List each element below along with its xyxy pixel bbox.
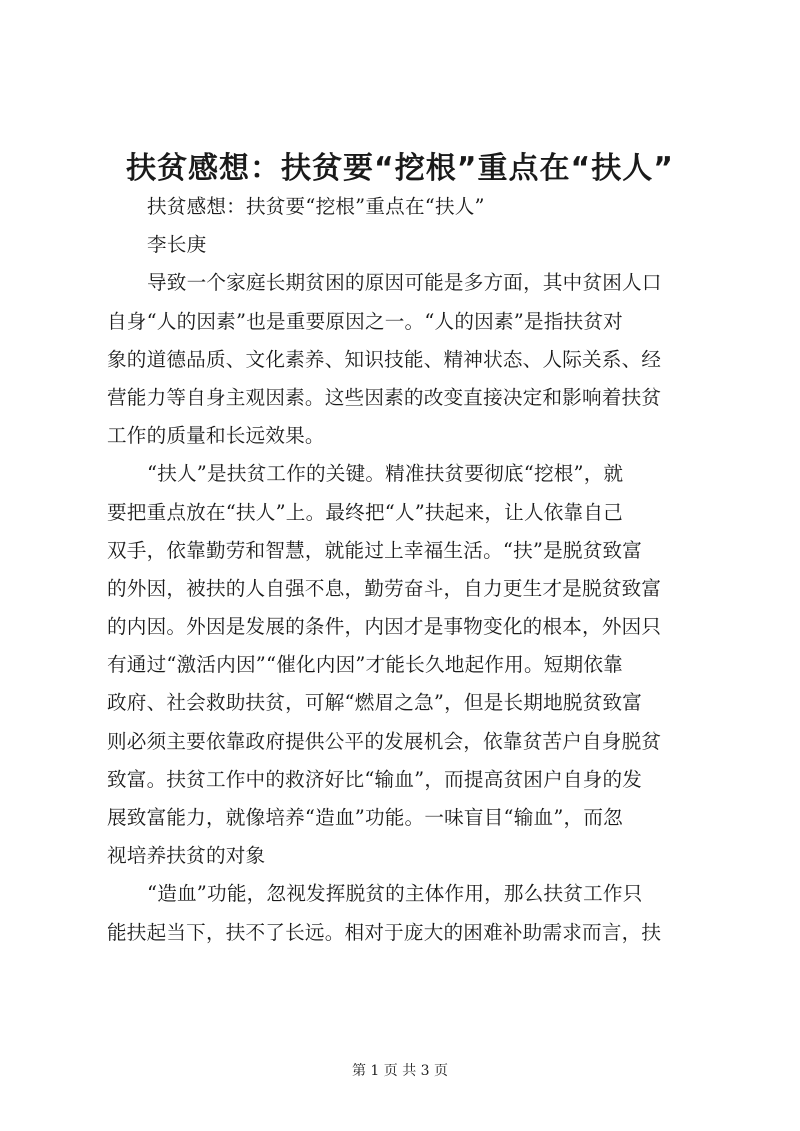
text-line: 双手，依靠勤劳和智慧，就能过上幸福生活。“扶”是脱贫致富	[107, 538, 643, 562]
text-line: 李长庚	[147, 233, 207, 257]
text-line: 要把重点放在“扶人”上。最终把“人”扶起来，让人依靠自己	[107, 500, 623, 524]
text-line: 展致富能力，就像培养“造血”功能。一味盲目“输血”，而忽	[107, 806, 623, 829]
text-line: 导致一个家庭长期贫困的原因可能是多方面，其中贫困人口	[147, 271, 662, 295]
text-line: 营能力等自身主观因素。这些因素的改变直接决定和影响着扶贫	[107, 385, 662, 409]
text-line: “造血”功能，忽视发挥脱贫的主体作用，那么扶贫工作只	[147, 882, 643, 906]
text-line: 扶贫感想：扶贫要“挖根”重点在“扶人”	[147, 195, 485, 218]
text-line: 的外因，被扶的人自强不息，勤劳奋斗，自力更生才是脱贫致富	[107, 576, 662, 600]
text-line: 有通过“激活内因”“催化内因”才能长久地起作用。短期依靠	[107, 653, 623, 677]
text-line: 能扶起当下，扶不了长远。相对于庞大的困难补助需求而言，扶	[107, 920, 662, 944]
page-footer: 第 1 页 共 3 页	[351, 1063, 449, 1079]
document-title: 扶贫感想：扶贫要“挖根”重点在“扶人”	[126, 151, 674, 186]
text-line: 自身“人的因素”也是重要原因之一。“人的因素”是指扶贫对	[107, 309, 623, 333]
text-line: “扶人”是扶贫工作的关键。精准扶贫要彻底“挖根”，就	[147, 462, 624, 486]
text-line: 则必须主要依靠政府提供公平的发展机会，依靠贫苦户自身脱贫	[107, 729, 662, 753]
text-line: 视培养扶贫的对象	[107, 844, 266, 868]
document-body	[107, 188, 697, 952]
text-line: 的内因。外因是发展的条件，内因才是事物变化的根本，外因只	[107, 615, 662, 639]
text-line: 政府、社会救助扶贫，可解“燃眉之急”，但是长期地脱贫致富	[107, 691, 643, 715]
text-line: 象的道德品质、文化素养、知识技能、精神状态、人际关系、经	[107, 347, 662, 371]
text-line: 致富。扶贫工作中的救济好比“输血”，而提高贫困户自身的发	[107, 767, 643, 791]
text-line: 工作的质量和长远效果。	[107, 424, 325, 448]
